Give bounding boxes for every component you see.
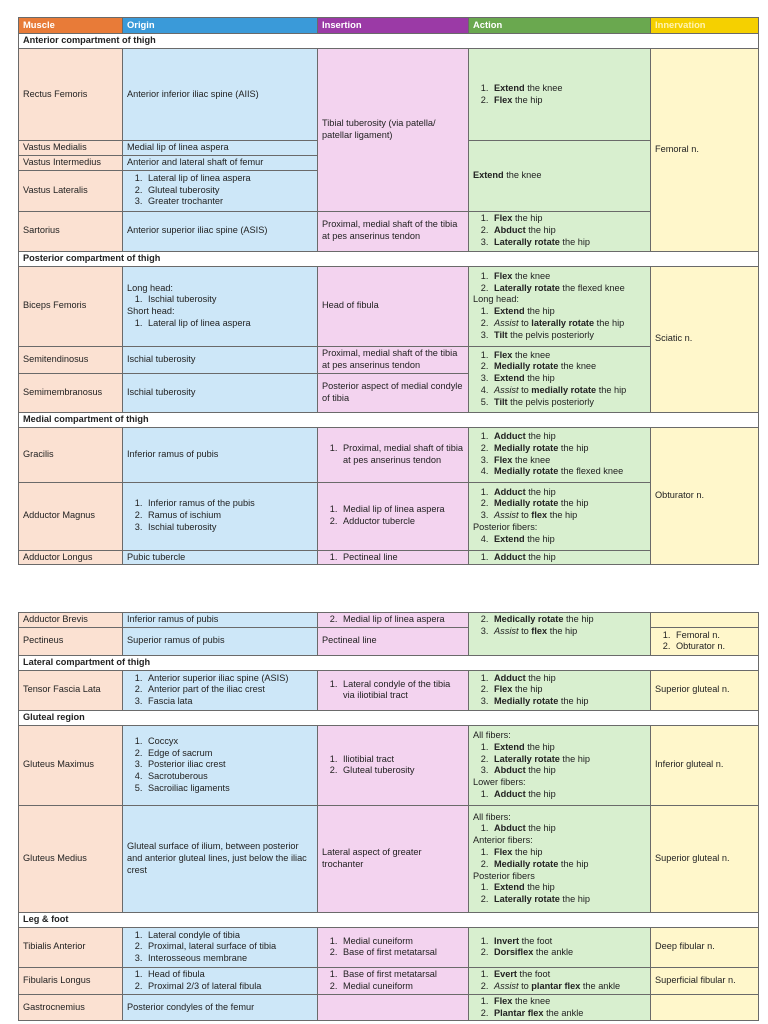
origin-cell: Anterior and lateral shaft of femur bbox=[123, 155, 318, 170]
muscle-name: Vastus Medialis bbox=[19, 141, 123, 156]
origin-cell: Anterior superior iliac spine (ASIS) bbox=[123, 211, 318, 251]
muscle-table-part2 bbox=[18, 612, 759, 1021]
insertion-cell: Tibial tuberosity (via patella/ patellar ligament) bbox=[318, 49, 469, 212]
innervation-cell: Deep fibular n. bbox=[651, 927, 759, 967]
action-cell: 1. Flex the knee 2. Laterally rotate the flexed knee Long head: 1. Extend the hip 2. Assist to laterally rotate the hip 3. Tilt the pelvis posteriorly bbox=[469, 266, 651, 346]
table-row bbox=[19, 427, 759, 482]
action-cell: 1. Adduct the hip bbox=[469, 550, 651, 565]
insertion-cell: Proximal, medial shaft of the tibia at pes anserinus tendon bbox=[318, 211, 469, 251]
table-row bbox=[19, 967, 759, 994]
action-cell: 1. Flex the hip 2. Abduct the hip 3. Laterally rotate the hip bbox=[469, 211, 651, 251]
section-row bbox=[19, 655, 759, 670]
innervation-cell: Obturator n. bbox=[651, 427, 759, 565]
section-title: Posterior compartment of thigh bbox=[19, 251, 759, 266]
origin-cell: Gluteal surface of ilium, between posterior and anterior gluteal lines, just below the iliac crest bbox=[123, 805, 318, 912]
header-action: Action bbox=[469, 18, 651, 34]
table-row bbox=[19, 482, 759, 550]
section-row bbox=[19, 251, 759, 266]
innervation-cell: Superficial fibular n. bbox=[651, 967, 759, 994]
innervation-cell bbox=[651, 613, 759, 628]
muscle-name: Gluteus Maximus bbox=[19, 725, 123, 805]
muscle-name: Adductor Brevis bbox=[19, 613, 123, 628]
table-row bbox=[19, 550, 759, 565]
origin-cell: Ischial tuberosity bbox=[123, 373, 318, 412]
muscle-name: Vastus Intermedius bbox=[19, 155, 123, 170]
muscle-name: Gracilis bbox=[19, 427, 123, 482]
origin-cell: 1. Lateral condyle of tibia 2. Proximal, lateral surface of tibia 3. Interosseous membrane bbox=[123, 927, 318, 967]
origin-cell: 1. Lateral lip of linea aspera 2. Gluteal tuberosity 3. Greater trochanter bbox=[123, 170, 318, 211]
origin-cell: Posterior condyles of the femur bbox=[123, 994, 318, 1021]
section-title: Lateral compartment of thigh bbox=[19, 655, 759, 670]
muscle-name: Gastrocnemius bbox=[19, 994, 123, 1021]
origin-cell: Medial lip of linea aspera bbox=[123, 141, 318, 156]
insertion-cell: 1. Medial lip of linea aspera 2. Adductor tubercle bbox=[318, 482, 469, 550]
table-row bbox=[19, 49, 759, 141]
origin-cell: Pubic tubercle bbox=[123, 550, 318, 565]
muscle-name: Gluteus Medius bbox=[19, 805, 123, 912]
action-cell: 1. Adduct the hip 2. Medially rotate the hip 3. Assist to flex the hip Posterior fibers: 4. Extend the hip bbox=[469, 482, 651, 550]
muscle-name: Rectus Femoris bbox=[19, 49, 123, 141]
insertion-cell: Head of fibula bbox=[318, 266, 469, 346]
muscle-name: Vastus Lateralis bbox=[19, 170, 123, 211]
action-cell: All fibers: 1. Abduct the hip Anterior fibers: 1. Flex the hip 2. Medially rotate the hip Posterior fibers 1. Extend the hip 2. Laterally rotate the hip bbox=[469, 805, 651, 912]
insertion-cell: 1. Pectineal line bbox=[318, 550, 469, 565]
table-row bbox=[19, 346, 759, 373]
table-row bbox=[19, 725, 759, 805]
action-cell: 1. Extend the knee 2. Flex the hip bbox=[469, 49, 651, 141]
innervation-cell: 1. Femoral n. 2. Obturator n. bbox=[651, 627, 759, 655]
origin-cell: Ischial tuberosity bbox=[123, 346, 318, 373]
action-cell: 1. Adduct the hip 2. Medially rotate the hip 3. Flex the knee 4. Medially rotate the flexed knee bbox=[469, 427, 651, 482]
insertion-cell: Proximal, medial shaft of the tibia at pes anserinus tendon bbox=[318, 346, 469, 373]
insertion-cell: 1. Base of first metatarsal 2. Medial cuneiform bbox=[318, 967, 469, 994]
innervation-cell: Superior gluteal n. bbox=[651, 670, 759, 710]
section-row bbox=[19, 710, 759, 725]
muscle-name: Tibialis Anterior bbox=[19, 927, 123, 967]
innervation-cell: Superior gluteal n. bbox=[651, 805, 759, 912]
table-row bbox=[19, 613, 759, 628]
origin-cell: 1. Anterior superior iliac spine (ASIS) 2. Anterior part of the iliac crest 3. Fascia lata bbox=[123, 670, 318, 710]
section-row bbox=[19, 912, 759, 927]
innervation-cell: Sciatic n. bbox=[651, 266, 759, 412]
innervation-cell: Femoral n. bbox=[651, 49, 759, 252]
muscle-name: Adductor Longus bbox=[19, 550, 123, 565]
muscle-name: Biceps Femoris bbox=[19, 266, 123, 346]
section-title: Medial compartment of thigh bbox=[19, 412, 759, 427]
origin-cell: Anterior inferior iliac spine (AIIS) bbox=[123, 49, 318, 141]
action-cell: 1. Adduct the hip 2. Flex the hip 3. Medially rotate the hip bbox=[469, 670, 651, 710]
origin-cell: Superior ramus of pubis bbox=[123, 627, 318, 655]
table-row bbox=[19, 211, 759, 251]
origin-cell: 1. Inferior ramus of the pubis 2. Ramus of ischium 3. Ischial tuberosity bbox=[123, 482, 318, 550]
header-row bbox=[19, 18, 759, 34]
insertion-cell bbox=[318, 994, 469, 1021]
header-insertion: Insertion bbox=[318, 18, 469, 34]
header-innervation: Innervation bbox=[651, 18, 759, 34]
origin-cell: 1. Head of fibula 2. Proximal 2/3 of lateral fibula bbox=[123, 967, 318, 994]
action-cell: 1. Invert the foot 2. Dorsiflex the ankle bbox=[469, 927, 651, 967]
section-title: Gluteal region bbox=[19, 710, 759, 725]
muscle-name: Tensor Fascia Lata bbox=[19, 670, 123, 710]
table-row bbox=[19, 927, 759, 967]
table-row bbox=[19, 266, 759, 346]
insertion-cell: 2. Medial lip of linea aspera bbox=[318, 613, 469, 628]
insertion-cell: 1. Iliotibial tract 2. Gluteal tuberosity bbox=[318, 725, 469, 805]
origin-cell: Inferior ramus of pubis bbox=[123, 427, 318, 482]
muscle-name: Semitendinosus bbox=[19, 346, 123, 373]
innervation-cell: Inferior gluteal n. bbox=[651, 725, 759, 805]
action-cell: All fibers: 1. Extend the hip 2. Laterally rotate the hip 3. Abduct the hip Lower fibers: 1. Adduct the hip bbox=[469, 725, 651, 805]
section-row bbox=[19, 412, 759, 427]
muscle-name: Adductor Magnus bbox=[19, 482, 123, 550]
action-cell: 1. Evert the foot 2. Assist to plantar flex the ankle bbox=[469, 967, 651, 994]
table-row bbox=[19, 994, 759, 1021]
header-muscle: Muscle bbox=[19, 18, 123, 34]
muscle-name: Fibularis Longus bbox=[19, 967, 123, 994]
innervation-cell bbox=[651, 994, 759, 1021]
insertion-cell: 1. Proximal, medial shaft of tibia at pes anserinus tendon bbox=[318, 427, 469, 482]
insertion-cell: 1. Medial cuneiform 2. Base of first metatarsal bbox=[318, 927, 469, 967]
section-title: Leg & foot bbox=[19, 912, 759, 927]
insertion-cell: Lateral aspect of greater trochanter bbox=[318, 805, 469, 912]
insertion-cell: Pectineal line bbox=[318, 627, 469, 655]
header-origin: Origin bbox=[123, 18, 318, 34]
muscle-table-part1 bbox=[18, 17, 759, 565]
muscle-name: Pectineus bbox=[19, 627, 123, 655]
action-cell: Extend the knee bbox=[469, 141, 651, 212]
muscle-name: Semimembranosus bbox=[19, 373, 123, 412]
origin-cell: Inferior ramus of pubis bbox=[123, 613, 318, 628]
action-cell: 2. Medically rotate the hip 3. Assist to flex the hip bbox=[469, 613, 651, 656]
table-row bbox=[19, 670, 759, 710]
section-title: Anterior compartment of thigh bbox=[19, 34, 759, 49]
origin-cell: Long head: 1. Ischial tuberosity Short head: 1. Lateral lip of linea aspera bbox=[123, 266, 318, 346]
insertion-cell: Posterior aspect of medial condyle of tibia bbox=[318, 373, 469, 412]
action-cell: 1. Flex the knee 2. Plantar flex the ankle bbox=[469, 994, 651, 1021]
section-row bbox=[19, 34, 759, 49]
table-row bbox=[19, 805, 759, 912]
origin-cell: 1. Coccyx 2. Edge of sacrum 3. Posterior iliac crest 4. Sacrotuberous 5. Sacroiliac ligaments bbox=[123, 725, 318, 805]
insertion-cell: 1. Lateral condyle of the tibia via iliotibial tract bbox=[318, 670, 469, 710]
muscle-name: Sartorius bbox=[19, 211, 123, 251]
action-cell: 1. Flex the knee 2. Medially rotate the knee 3. Extend the hip 4. Assist to medially rotate the hip 5. Tilt the pelvis posteriorly bbox=[469, 346, 651, 412]
